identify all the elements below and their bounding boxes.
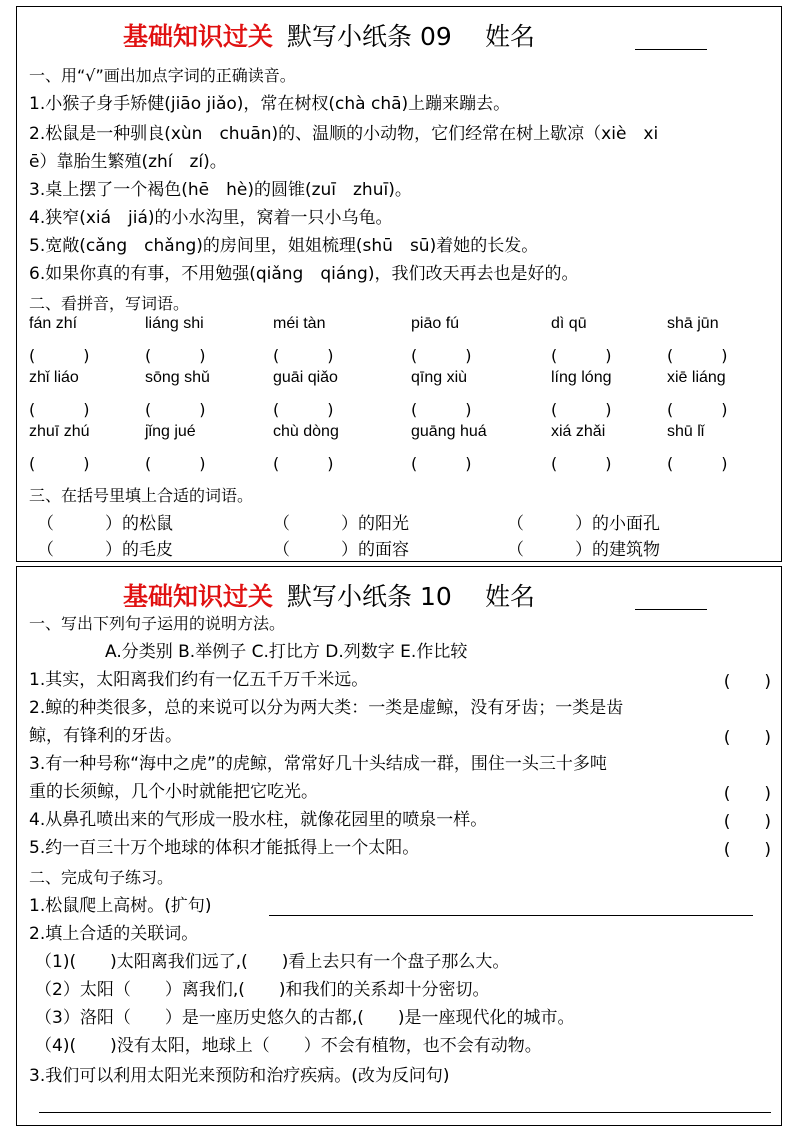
answer-paren[interactable]: ( ) [145, 454, 206, 473]
fill-blank-phrase[interactable]: （ ）的建筑物 [507, 540, 660, 560]
answer-paren[interactable]: ( ) [551, 346, 612, 365]
answer-line[interactable] [39, 1112, 771, 1113]
answer-paren[interactable]: ( ) [411, 400, 472, 419]
name-label: 姓名 [485, 582, 536, 611]
pinyin-label: xiē liáng [667, 369, 726, 386]
text-line: 4.狭窄(xiá jiá)的小水沟里，窝着一只小乌龟。 [29, 208, 393, 228]
answer-paren[interactable]: ( ) [667, 346, 728, 365]
pinyin-label: zhǐ liáo [29, 369, 79, 386]
fill-blank-phrase[interactable]: （ ）的小面孔 [507, 514, 660, 534]
question: 2.填上合适的关联词。 [29, 924, 199, 944]
answer-paren[interactable]: ( ) [29, 400, 90, 419]
title-red: 基础知识过关 [123, 22, 274, 51]
pinyin-label: guāng huá [411, 423, 487, 440]
worksheet-09 [16, 6, 782, 562]
name-blank[interactable] [635, 49, 707, 50]
answer-paren[interactable]: ( ) [29, 346, 90, 365]
answer-paren[interactable]: ( ) [723, 840, 771, 860]
sub-question: （4)( )没有太阳，地球上（ ）不会有植物，也不会有动物。 [35, 1036, 542, 1056]
pinyin-label: zhuī zhú [29, 423, 90, 440]
name-blank[interactable] [635, 609, 707, 610]
answer-paren[interactable]: ( ) [411, 454, 472, 473]
pinyin-label: shā jūn [667, 315, 719, 332]
sentence: 3.有一种号称“海中之虎”的虎鲸，常常好几十头结成一群，围住一头三十多吨 [29, 754, 607, 774]
pinyin-label: jǐng jué [145, 423, 196, 440]
answer-paren[interactable]: ( ) [273, 346, 334, 365]
answer-paren[interactable]: ( ) [411, 346, 472, 365]
pinyin-label: chù dòng [273, 423, 339, 440]
answer-paren[interactable]: ( ) [273, 400, 334, 419]
sentence: 4.从鼻孔喷出来的气形成一股水柱，就像花园里的喷泉一样。 [29, 810, 488, 830]
answer-paren[interactable]: ( ) [723, 784, 771, 804]
sub-question: （3）洛阳（ ）是一座历史悠久的古都,( )是一座现代化的城市。 [35, 1008, 575, 1028]
pinyin-label: shū lǐ [667, 423, 705, 440]
answer-paren[interactable]: ( ) [667, 400, 728, 419]
answer-paren[interactable]: ( ) [667, 454, 728, 473]
text-line: ē）靠胎生繁殖(zhí zí)。 [29, 152, 227, 172]
fill-blank-phrase[interactable]: （ ）的阳光 [273, 514, 409, 534]
section-heading: 一、用“√”画出加点字词的正确读音。 [29, 66, 296, 85]
pinyin-label: guāi qiǎo [273, 369, 338, 386]
worksheet-10 [16, 566, 782, 1126]
section-heading: 二、完成句子练习。 [29, 868, 174, 887]
sub-question: （2）太阳（ ）离我们,( )和我们的关系却十分密切。 [35, 980, 490, 1000]
section-heading: 三、在括号里填上合适的词语。 [29, 486, 254, 505]
sentence: 1.其实，太阳离我们约有一亿五千万千米远。 [29, 670, 369, 690]
sentence: 2.鲸的种类很多，总的来说可以分为两大类：一类是虚鲸，没有牙齿；一类是齿 [29, 698, 624, 718]
text-line: 6.如果你真的有事，不用勉强(qiǎng qiáng)，我们改天再去也是好的。 [29, 264, 579, 284]
title-red: 基础知识过关 [123, 582, 274, 611]
sub-question: （1)( )太阳离我们远了,( )看上去只有一个盘子那么大。 [35, 952, 510, 972]
sentence: 5.约一百三十万个地球的体积才能抵得上一个太阳。 [29, 838, 420, 858]
pinyin-label: qīng xiù [411, 369, 468, 386]
text-line: 3.桌上摆了一个褐色(hē hè)的圆锥(zuī zhuī)。 [29, 180, 412, 200]
answer-paren[interactable]: ( ) [723, 672, 771, 692]
pinyin-label: liáng shi [145, 315, 204, 332]
text-line: 5.宽敞(cǎng chǎng)的房间里，姐姐梳理(shū sū)着她的长发。 [29, 236, 539, 256]
pinyin-label: líng lóng [551, 369, 612, 386]
answer-paren[interactable]: ( ) [551, 400, 612, 419]
title-black: 默写小纸条 09 [287, 22, 452, 51]
text-line: 1.小猴子身手矫健(jiāo jiǎo)，常在树杈(chà chā)上蹦来蹦去。 [29, 94, 511, 114]
pinyin-label: fán zhí [29, 315, 78, 332]
answer-paren[interactable]: ( ) [29, 454, 90, 473]
fill-blank-phrase[interactable]: （ ）的毛皮 [37, 540, 173, 560]
worksheet-title [17, 17, 781, 57]
sentence: 鲸，有锋利的牙齿。 [29, 726, 182, 746]
question: 1.松鼠爬上高树。(扩句) [29, 896, 212, 916]
text-line: 2.松鼠是一种驯良(xùn chuān)的、温顺的小动物，它们经常在树上歇凉（xiè xi [29, 124, 659, 144]
question: 3.我们可以利用太阳光来预防和治疗疾病。(改为反问句) [29, 1066, 450, 1086]
section-heading: 二、看拼音，写词语。 [29, 294, 190, 313]
title-black: 默写小纸条 10 [287, 582, 452, 611]
answer-paren[interactable]: ( ) [723, 728, 771, 748]
section-heading: 一、写出下列句子运用的说明方法。 [29, 614, 286, 633]
pinyin-label: dì qū [551, 315, 587, 332]
answer-line[interactable] [269, 915, 753, 916]
pinyin-label: méi tàn [273, 315, 326, 332]
answer-paren[interactable]: ( ) [273, 454, 334, 473]
sentence: 重的长须鲸，几个小时就能把它吃光。 [29, 782, 318, 802]
pinyin-label: piāo fú [411, 315, 460, 332]
pinyin-label: xiá zhǎi [551, 423, 606, 440]
answer-paren[interactable]: ( ) [723, 812, 771, 832]
name-label: 姓名 [485, 22, 536, 51]
answer-paren[interactable]: ( ) [551, 454, 612, 473]
options-line: A.分类别 B.举例子 C.打比方 D.列数字 E.作比较 [105, 642, 468, 662]
fill-blank-phrase[interactable]: （ ）的面容 [273, 540, 409, 560]
pinyin-label: sōng shǔ [145, 369, 210, 386]
answer-paren[interactable]: ( ) [145, 400, 206, 419]
answer-paren[interactable]: ( ) [145, 346, 206, 365]
fill-blank-phrase[interactable]: （ ）的松鼠 [37, 514, 173, 534]
